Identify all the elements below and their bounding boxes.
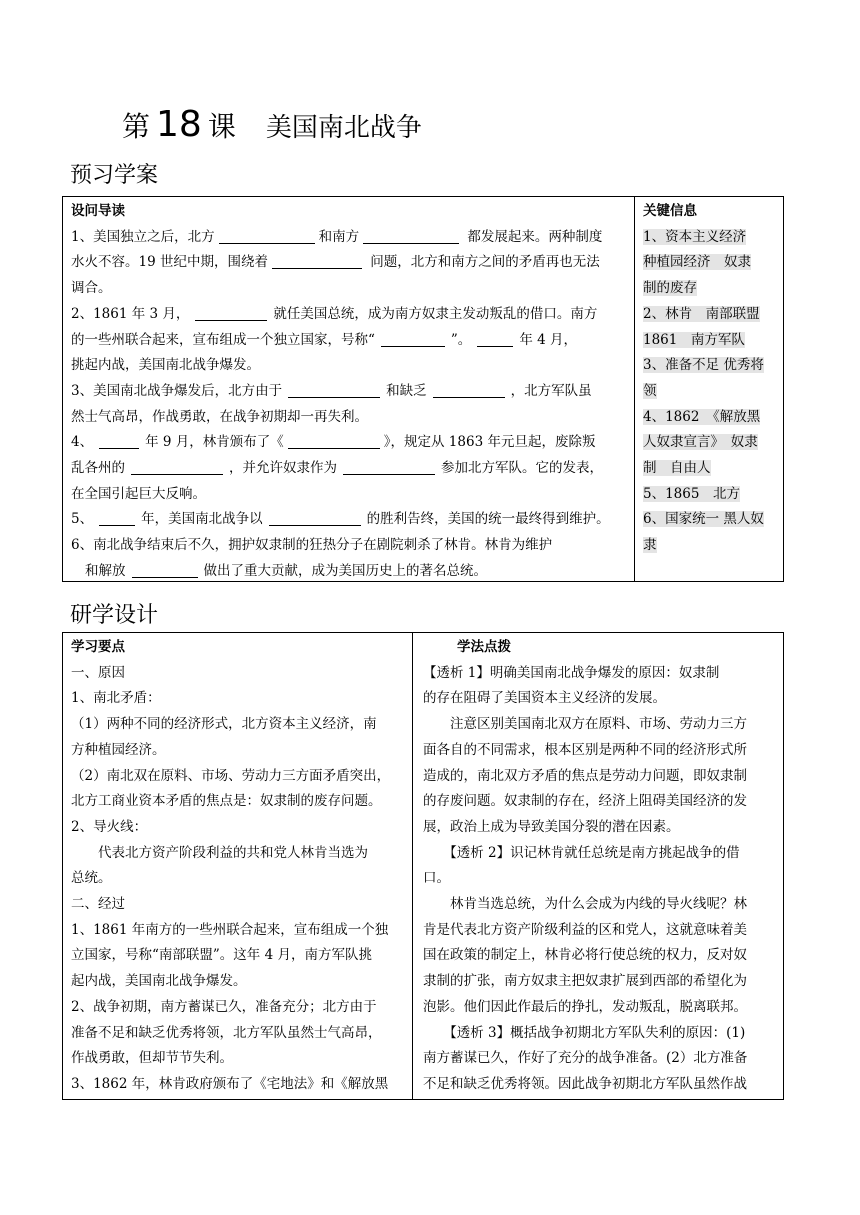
preview-header: 设问导读 (71, 203, 125, 219)
study-line: 代表北方资产阶段利益的共和党人林肯当选为 (71, 844, 368, 861)
title-name: 美国南北战争 (265, 113, 422, 143)
method-line: 隶制的扩张，南方奴隶主把奴隶扩展到西部的希望化为 (423, 973, 747, 990)
key-info-header: 关键信息 (643, 203, 697, 219)
q4-line2: 乱各州的 ，并允许奴隶作为 参加北方军队。它的发表， (71, 460, 603, 477)
study-line: 北方工商业资本矛盾的焦点是：奴隶制的废存问题。 (71, 793, 382, 810)
blank[interactable] (363, 227, 459, 244)
method-header: 学法点拨 (457, 639, 511, 655)
key-info-line (643, 507, 779, 533)
key-info-line (643, 533, 779, 559)
key-info-text: 1、资本主义经济 (643, 228, 747, 245)
study-line: 2、战争初期，南方蓄谋已久，准备充分；北方由于 (71, 998, 377, 1015)
study-line: 总统。 (71, 870, 112, 887)
key-info-line (643, 328, 779, 354)
key-info-text: 种植园经济 奴隶 (643, 254, 751, 271)
study-line: 2、导火线： (71, 818, 148, 835)
blank[interactable] (288, 381, 380, 398)
blank[interactable] (219, 227, 315, 244)
blank[interactable] (477, 330, 513, 347)
method-line: 泡影。他们因此作最后的挣扎，发动叛乱，脱离联邦。 (423, 998, 747, 1015)
section-preview-heading: 预习学案 (70, 163, 159, 188)
blank[interactable] (195, 304, 267, 321)
q1-line2: 水火不容。19 世纪中期，围绕着 问题，北方和南方之间的矛盾再也无法 (71, 254, 600, 271)
blank[interactable] (99, 432, 139, 449)
method-line: 的存废问题。奴隶制的存在，经济上阻碍美国经济的发 (423, 793, 747, 810)
blank[interactable] (433, 381, 505, 398)
study-line: 起内战，美国南北战争爆发。 (71, 973, 247, 990)
q3-line2: 然士气高昂，作战勇敢，在战争初期却一再失利。 (71, 408, 368, 425)
q4-line1: 4、 年 9 月，林肯颁布了《 》，规定从 1863 年元旦起，废除叛 (71, 434, 596, 451)
method-column (413, 633, 783, 1099)
study-line: （1）两种不同的经济形式，北方资本主义经济，南 (71, 716, 377, 733)
method-line: 国在政策的制定上，林肯必将行使总统的权力，反对奴 (423, 947, 747, 964)
method-line: 【透析 2】识记林肯就任总统是南方挑起战争的借 (423, 844, 740, 861)
q3-line1: 3、美国南北战争爆发后，北方由于 和缺乏 ，北方军队虽 (71, 382, 592, 399)
study-line: 准备不足和缺乏优秀将领，北方军队虽然士气高昂， (71, 1024, 382, 1041)
q1-line3: 调合。 (71, 280, 112, 297)
method-line: 的存在阻碍了美国资本主义经济的发展。 (423, 690, 666, 707)
key-info-line (643, 405, 779, 431)
key-info-text: 2、林肯 南部联盟 (643, 305, 760, 322)
study-line: 作战勇敢，但却节节失利。 (71, 1050, 233, 1067)
key-info-text: 4、1862 《解放黑 (643, 408, 761, 425)
method-line: 展，政治上成为导致美国分裂的潜在因素。 (423, 818, 680, 835)
study-line: 一、原因 (71, 664, 125, 681)
method-lines (423, 661, 777, 1098)
key-info-text: 1861 南方军队 (643, 331, 745, 348)
study-line: 3、1862 年，林肯政府颁布了《宅地法》和《解放黑 (71, 1075, 389, 1092)
key-info-line (643, 379, 779, 405)
study-line: 1、1861 年南方的一些州联合起来，宣布组成一个独 (71, 921, 389, 938)
title-suffix: 课 (207, 110, 236, 143)
blank[interactable] (131, 458, 223, 475)
title-prefix: 第 (122, 110, 151, 143)
key-info-column (635, 197, 783, 581)
q2-line1: 2、1861 年 3 月， 就任美国总统，成为南方奴隶主发动叛乱的借口。南方 (71, 305, 598, 322)
method-line: 注意区别美国南北双方在原料、市场、劳动力三方 (423, 716, 747, 733)
q2-line2: 的一些州联合起来，宣布组成一个独立国家，号称“ ”。 年 4 月， (71, 331, 577, 348)
blank[interactable] (343, 458, 435, 475)
method-line: 南方蓄谋已久，作好了充分的战争准备。(2）北方准备 (423, 1050, 748, 1067)
key-info-text: 6、国家统一 黑人奴 (643, 511, 764, 528)
method-line: 造成的，南北双方矛盾的焦点是劳动力问题，即奴隶制 (423, 767, 747, 784)
method-line: 口。 (423, 870, 450, 887)
blank[interactable] (269, 509, 361, 526)
key-info-line (643, 456, 779, 482)
study-column (63, 633, 413, 1099)
q4-line3: 在全国引起巨大反响。 (71, 485, 206, 502)
preview-table (62, 196, 784, 582)
method-line: 林肯当选总统，为什么会成为内线的导火线呢？林 (423, 896, 747, 913)
method-line: 面各自的不同需求，根本区别是两种不同的经济形式所 (423, 741, 747, 758)
study-line: 立国家，号称“南部联盟”。这年 4 月，南方军队挑 (71, 947, 372, 964)
q5-line1: 5、 年，美国南北战争以 的胜利告终，美国的统一最终得到维护。 (71, 511, 610, 528)
key-info-text: 3、准备不足 优秀将 (643, 357, 764, 374)
lesson-title (122, 104, 422, 148)
q6-line2: 和解放 做出了重大贡献，成为美国历史上的著名总统。 (85, 562, 487, 579)
key-info-lines (643, 225, 779, 559)
q1-line1: 1、美国独立之后，北方 和南方 都发展起来。两种制度 (71, 228, 603, 245)
key-info-line (643, 482, 779, 508)
preview-column (63, 197, 635, 581)
study-table (62, 632, 784, 1100)
q6-line1: 6、南北战争结束后不久，拥护奴隶制的狂热分子在剧院刺杀了林肯。林肯为维护 (71, 537, 553, 554)
key-info-line (643, 250, 779, 276)
study-line: 方种植园经济。 (71, 741, 166, 758)
study-header: 学习要点 (71, 639, 125, 655)
blank[interactable] (272, 252, 362, 269)
study-line: （2）南北双在原料、市场、劳动力三方面矛盾突出， (71, 767, 391, 784)
section-study-heading: 研学设计 (70, 603, 159, 628)
study-lines (71, 661, 406, 1098)
title-number: 18 (156, 104, 202, 145)
key-info-line (643, 353, 779, 379)
blank[interactable] (288, 432, 380, 449)
blank[interactable] (99, 509, 135, 526)
blank[interactable] (132, 561, 198, 578)
key-info-line (643, 276, 779, 302)
key-info-text: 5、1865 北方 (643, 485, 740, 502)
q2-line3: 挑起内战，美国南北战争爆发。 (71, 357, 260, 374)
key-info-line (643, 302, 779, 328)
method-line: 【透析 1】明确美国南北战争爆发的原因：奴隶制 (423, 664, 720, 681)
key-info-text: 制 自由人 (643, 460, 711, 477)
key-info-text: 人奴隶宣言》 奴隶 (643, 434, 758, 451)
key-info-text: 隶 (643, 537, 657, 554)
method-line: 肯是代表北方资产阶级利益的区和党人，这就意味着美 (423, 921, 747, 938)
method-line: 不足和缺乏优秀将领。因此战争初期北方军队虽然作战 (423, 1075, 747, 1092)
key-info-line (643, 430, 779, 456)
key-info-text: 制的废存 (643, 280, 697, 297)
study-line: 1、南北矛盾： (71, 690, 161, 707)
method-line: 【透析 3】概括战争初期北方军队失利的原因：(1) (423, 1024, 746, 1041)
blank[interactable] (381, 330, 445, 347)
key-info-line (643, 225, 779, 251)
key-info-text: 领 (643, 382, 657, 399)
study-line: 二、经过 (71, 896, 125, 913)
